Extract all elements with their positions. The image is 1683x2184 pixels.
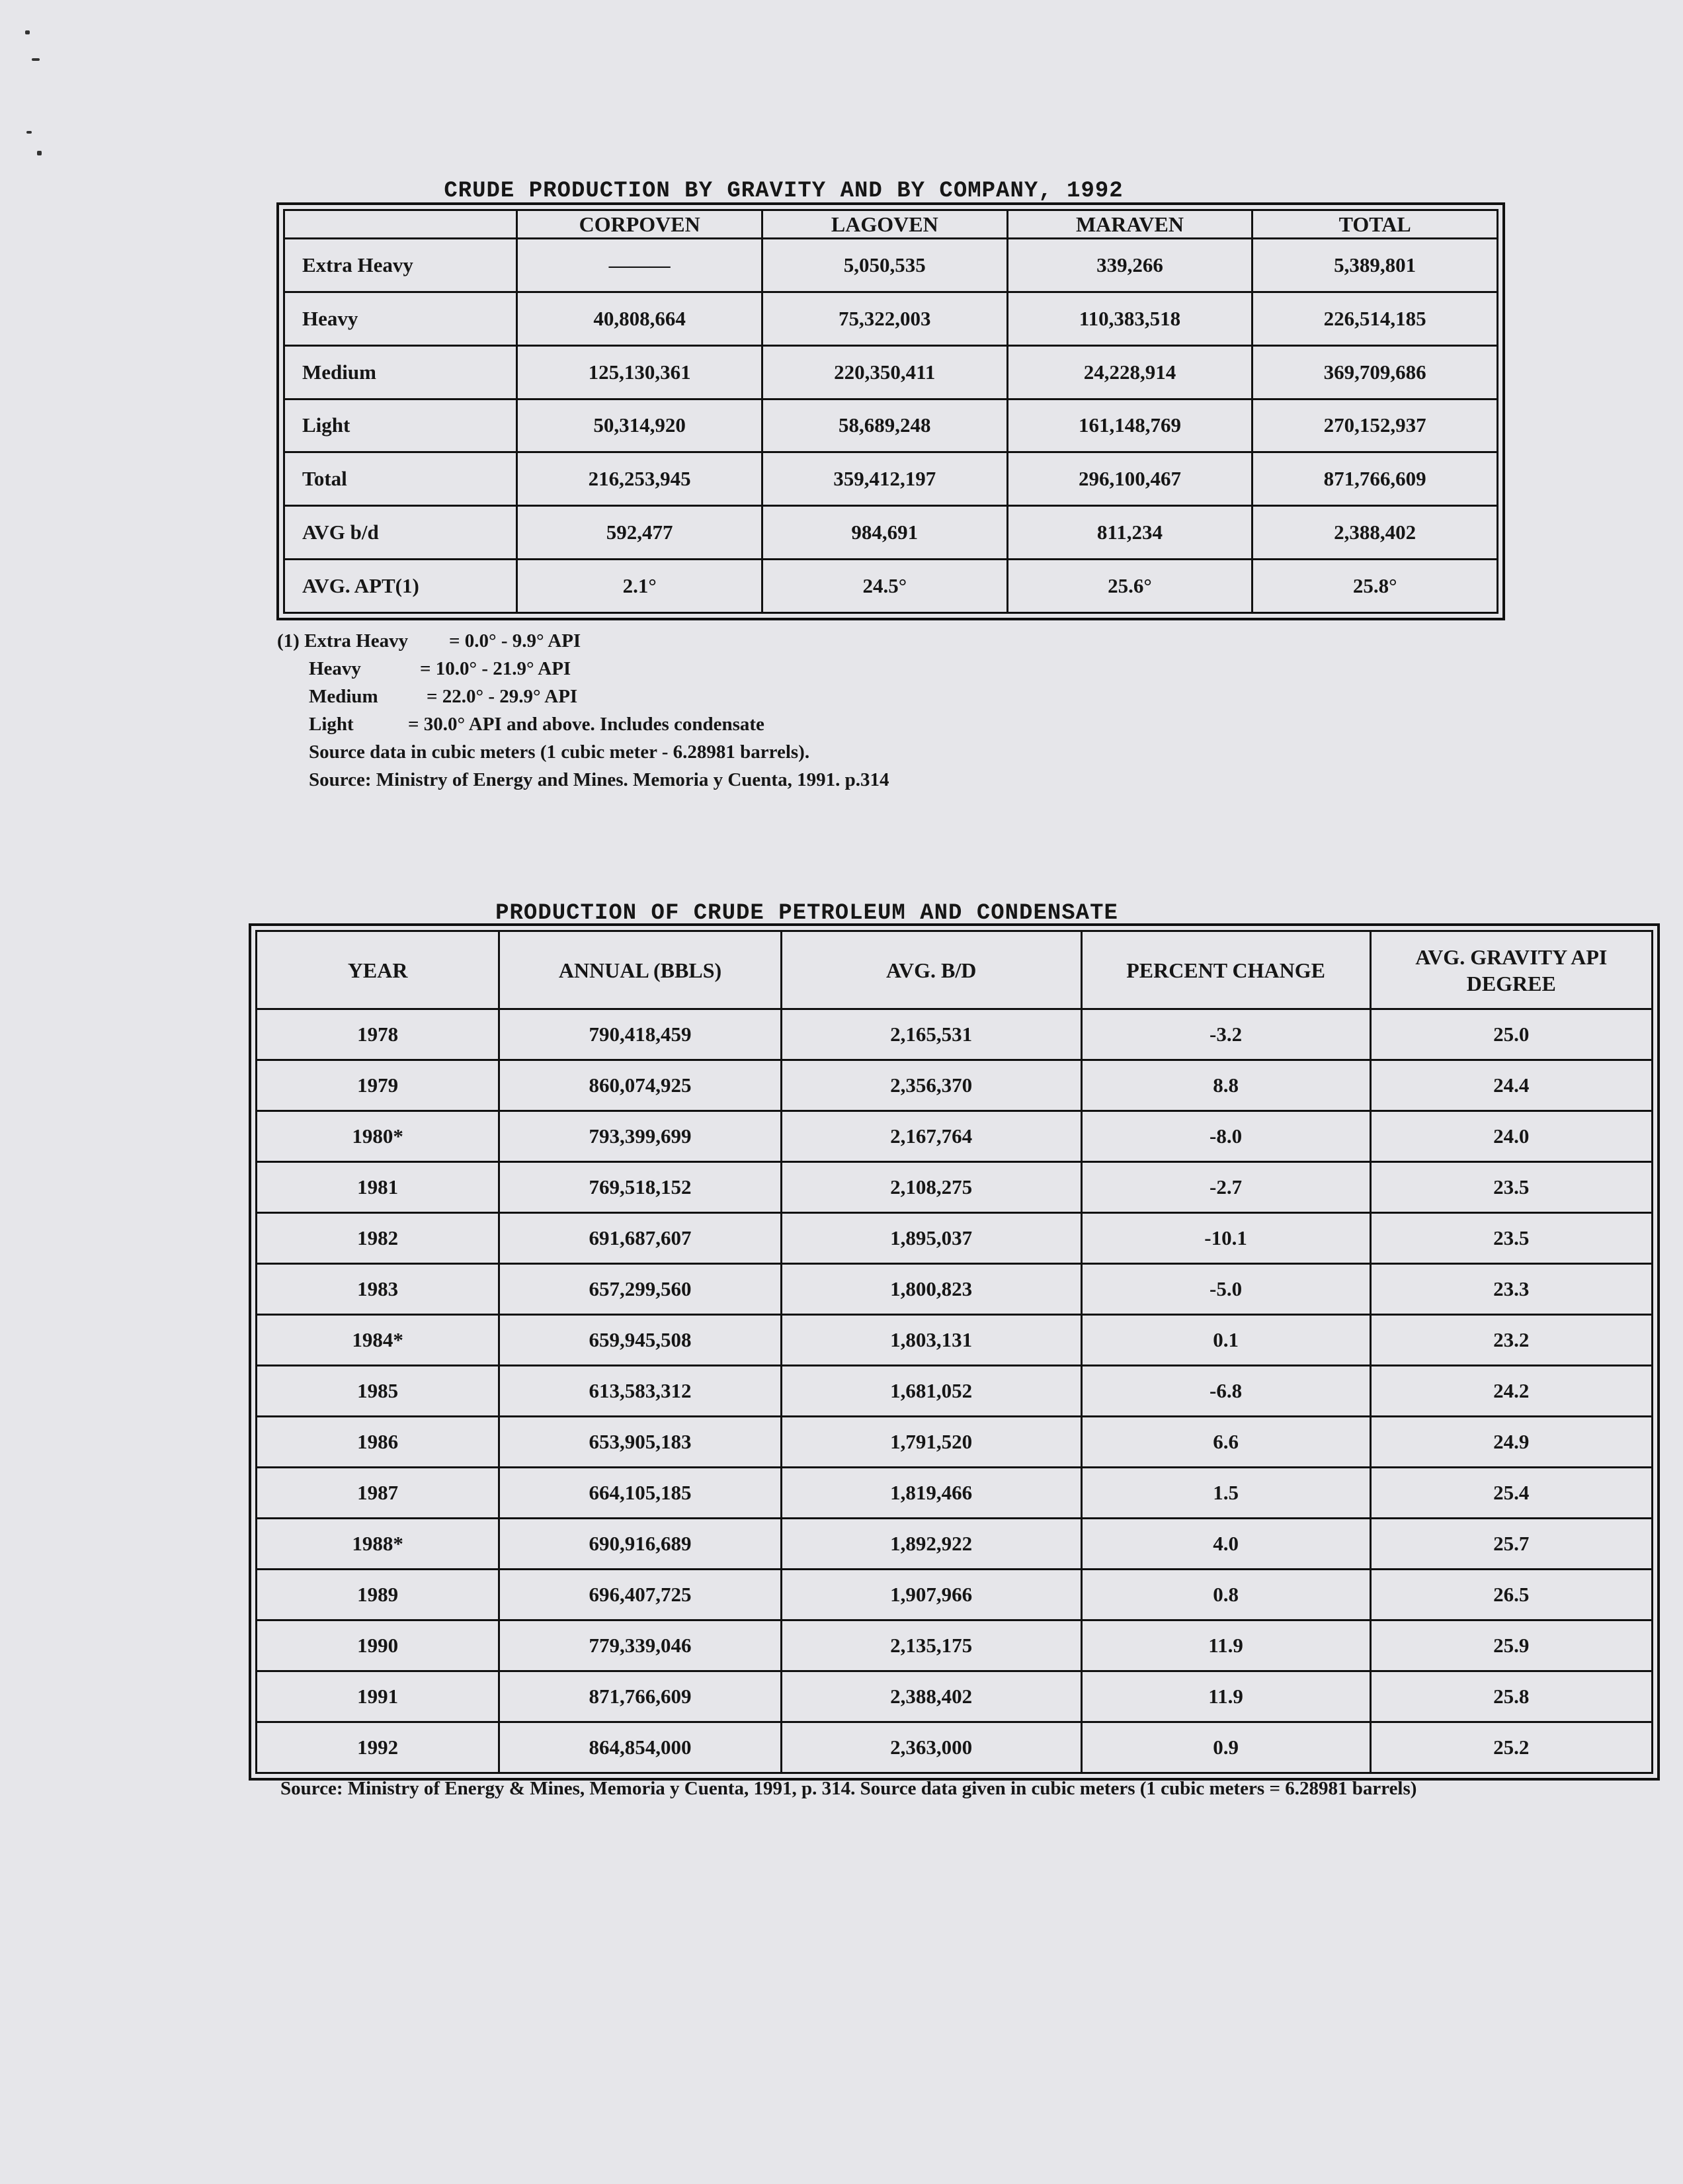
- annual-cell: 696,407,725: [499, 1570, 781, 1620]
- table-row: [257, 1519, 1653, 1570]
- avg-bd-cell: 1,892,922: [781, 1519, 1081, 1570]
- lagoven-cell: 5,050,535: [762, 239, 1007, 292]
- annual-cell: 659,945,508: [499, 1315, 781, 1366]
- gravity-cell: 23.5: [1370, 1162, 1652, 1213]
- gravity-company-table: [283, 209, 1498, 614]
- annual-cell: 871,766,609: [499, 1671, 781, 1722]
- corpoven-cell: 592,477: [517, 506, 762, 560]
- gravity-cell: 24.2: [1370, 1366, 1652, 1417]
- row-label: Light: [284, 399, 517, 452]
- production-table-frame: [249, 923, 1660, 1781]
- header-year: YEAR: [257, 931, 499, 1009]
- header-corpoven: CORPOVEN: [517, 210, 762, 239]
- annual-cell: 790,418,459: [499, 1009, 781, 1060]
- scan-speck: [25, 30, 30, 34]
- table-row: [257, 1162, 1653, 1213]
- lagoven-cell: 24.5°: [762, 560, 1007, 613]
- scan-speck: [26, 131, 32, 134]
- corpoven-cell: 216,253,945: [517, 452, 762, 506]
- annual-cell: 653,905,183: [499, 1417, 781, 1468]
- lagoven-cell: 75,322,003: [762, 292, 1007, 345]
- lagoven-cell: 984,691: [762, 506, 1007, 560]
- row-label: Extra Heavy: [284, 239, 517, 292]
- maraven-cell: 296,100,467: [1007, 452, 1252, 506]
- table-row: [257, 1417, 1653, 1468]
- table-row: [257, 1213, 1653, 1264]
- corpoven-cell: 125,130,361: [517, 345, 762, 399]
- total-cell: 369,709,686: [1252, 345, 1498, 399]
- table-header-row: [284, 210, 1498, 239]
- avg-bd-cell: 2,108,275: [781, 1162, 1081, 1213]
- maraven-cell: 811,234: [1007, 506, 1252, 560]
- gravity-cell: 25.8: [1370, 1671, 1652, 1722]
- total-cell: 25.8°: [1252, 560, 1498, 613]
- table-row: [284, 452, 1498, 506]
- total-cell: 226,514,185: [1252, 292, 1498, 345]
- header-total: TOTAL: [1252, 210, 1498, 239]
- table-row: [257, 1722, 1653, 1773]
- note-label: Medium: [309, 686, 378, 707]
- note-source-units-text: Source data in cubic meters (1 cubic meter - 6.28981 barrels).: [309, 741, 810, 763]
- maraven-cell: 339,266: [1007, 239, 1252, 292]
- year-cell: 1985: [257, 1366, 499, 1417]
- total-cell: 270,152,937: [1252, 399, 1498, 452]
- percent-change-cell: 6.6: [1081, 1417, 1370, 1468]
- table-row: [257, 1264, 1653, 1315]
- percent-change-cell: 11.9: [1081, 1671, 1370, 1722]
- gravity-company-table-body: [284, 239, 1498, 613]
- avg-bd-cell: 2,356,370: [781, 1060, 1081, 1111]
- scan-speck: [37, 151, 42, 155]
- gravity-cell: 25.0: [1370, 1009, 1652, 1060]
- percent-change-cell: 11.9: [1081, 1620, 1370, 1671]
- annual-cell: 860,074,925: [499, 1060, 781, 1111]
- production-table-body: [257, 1009, 1653, 1773]
- avg-bd-cell: 2,363,000: [781, 1722, 1081, 1773]
- header-percent-change: PERCENT CHANGE: [1081, 931, 1370, 1009]
- year-cell: 1990: [257, 1620, 499, 1671]
- year-cell: 1981: [257, 1162, 499, 1213]
- avg-bd-cell: 1,791,520: [781, 1417, 1081, 1468]
- row-label: Medium: [284, 345, 517, 399]
- avg-bd-cell: 1,800,823: [781, 1264, 1081, 1315]
- table-row: [257, 1671, 1653, 1722]
- header-avg-bd: AVG. B/D: [781, 931, 1081, 1009]
- maraven-cell: 24,228,914: [1007, 345, 1252, 399]
- note-label: Light: [309, 714, 354, 735]
- gravity-cell: 24.9: [1370, 1417, 1652, 1468]
- corpoven-cell: ———: [517, 239, 762, 292]
- year-cell: 1978: [257, 1009, 499, 1060]
- gravity-cell: 25.9: [1370, 1620, 1652, 1671]
- annual-cell: 779,339,046: [499, 1620, 781, 1671]
- avg-bd-cell: 1,681,052: [781, 1366, 1081, 1417]
- year-cell: 1991: [257, 1671, 499, 1722]
- table-row: [257, 1111, 1653, 1162]
- table-row: [257, 1315, 1653, 1366]
- gravity-cell: 26.5: [1370, 1570, 1652, 1620]
- maraven-cell: 110,383,518: [1007, 292, 1252, 345]
- avg-bd-cell: 2,167,764: [781, 1111, 1081, 1162]
- year-cell: 1983: [257, 1264, 499, 1315]
- year-cell: 1992: [257, 1722, 499, 1773]
- avg-bd-cell: 2,165,531: [781, 1009, 1081, 1060]
- percent-change-cell: -2.7: [1081, 1162, 1370, 1213]
- table1-title: CRUDE PRODUCTION BY GRAVITY AND BY COMPANY, 1992: [444, 179, 1124, 204]
- avg-bd-cell: 2,388,402: [781, 1671, 1081, 1722]
- year-cell: 1987: [257, 1468, 499, 1519]
- table-row: [284, 239, 1498, 292]
- header-blank: [284, 210, 517, 239]
- gravity-cell: 23.5: [1370, 1213, 1652, 1264]
- percent-change-cell: 4.0: [1081, 1519, 1370, 1570]
- table-row: [284, 292, 1498, 345]
- production-table: [255, 930, 1653, 1774]
- year-cell: 1988*: [257, 1519, 499, 1570]
- header-annual: ANNUAL (BBLS): [499, 931, 781, 1009]
- year-cell: 1989: [257, 1570, 499, 1620]
- annual-cell: 657,299,560: [499, 1264, 781, 1315]
- row-label: AVG. APT(1): [284, 560, 517, 613]
- total-cell: 2,388,402: [1252, 506, 1498, 560]
- percent-change-cell: -5.0: [1081, 1264, 1370, 1315]
- total-cell: 5,389,801: [1252, 239, 1498, 292]
- row-label: AVG b/d: [284, 506, 517, 560]
- table-row: [284, 399, 1498, 452]
- table-row: [257, 1620, 1653, 1671]
- percent-change-cell: -10.1: [1081, 1213, 1370, 1264]
- gravity-cell: 25.7: [1370, 1519, 1652, 1570]
- gravity-cell: 23.2: [1370, 1315, 1652, 1366]
- annual-cell: 769,518,152: [499, 1162, 781, 1213]
- annual-cell: 691,687,607: [499, 1213, 781, 1264]
- avg-bd-cell: 1,819,466: [781, 1468, 1081, 1519]
- percent-change-cell: -6.8: [1081, 1366, 1370, 1417]
- note-source-text: Source: Ministry of Energy and Mines. Memoria y Cuenta, 1991. p.314: [309, 769, 889, 790]
- gravity-cell: 25.4: [1370, 1468, 1652, 1519]
- table-row: [284, 506, 1498, 560]
- year-cell: 1979: [257, 1060, 499, 1111]
- lagoven-cell: 359,412,197: [762, 452, 1007, 506]
- note-label: Heavy: [309, 658, 361, 679]
- annual-cell: 690,916,689: [499, 1519, 781, 1570]
- total-cell: 871,766,609: [1252, 452, 1498, 506]
- year-cell: 1986: [257, 1417, 499, 1468]
- lagoven-cell: 220,350,411: [762, 345, 1007, 399]
- maraven-cell: 25.6°: [1007, 560, 1252, 613]
- note-value: = 0.0° - 9.9° API: [449, 630, 581, 651]
- percent-change-cell: -8.0: [1081, 1111, 1370, 1162]
- corpoven-cell: 2.1°: [517, 560, 762, 613]
- year-cell: 1980*: [257, 1111, 499, 1162]
- avg-bd-cell: 1,895,037: [781, 1213, 1081, 1264]
- table-row: [257, 1366, 1653, 1417]
- table-row: [284, 345, 1498, 399]
- gravity-cell: 25.2: [1370, 1722, 1652, 1773]
- table-header-row: [257, 931, 1653, 1009]
- row-label: Total: [284, 452, 517, 506]
- row-label: Heavy: [284, 292, 517, 345]
- table-row: [257, 1009, 1653, 1060]
- gravity-cell: 23.3: [1370, 1264, 1652, 1315]
- table2-title: PRODUCTION OF CRUDE PETROLEUM AND CONDENSATE: [495, 901, 1118, 926]
- header-lagoven: LAGOVEN: [762, 210, 1007, 239]
- annual-cell: 664,105,185: [499, 1468, 781, 1519]
- note-extra-heavy: [277, 627, 581, 655]
- gravity-company-table-frame: [276, 202, 1505, 620]
- percent-change-cell: 1.5: [1081, 1468, 1370, 1519]
- scan-speck: [32, 58, 40, 61]
- corpoven-cell: 50,314,920: [517, 399, 762, 452]
- lagoven-cell: 58,689,248: [762, 399, 1007, 452]
- annual-cell: 864,854,000: [499, 1722, 781, 1773]
- table-row: [257, 1570, 1653, 1620]
- header-maraven: MARAVEN: [1007, 210, 1252, 239]
- production-source: Source: Ministry of Energy & Mines, Memoria y Cuenta, 1991, p. 314. Source data given in cubic meters (1 cubic meters = 6.28981 barrels): [280, 1778, 1417, 1799]
- avg-bd-cell: 1,907,966: [781, 1570, 1081, 1620]
- annual-cell: 793,399,699: [499, 1111, 781, 1162]
- gravity-cell: 24.4: [1370, 1060, 1652, 1111]
- table-row: [257, 1468, 1653, 1519]
- header-avg-gravity: AVG. GRAVITY API DEGREE: [1370, 931, 1652, 1009]
- gravity-notes: [277, 627, 889, 794]
- table-row: [284, 560, 1498, 613]
- maraven-cell: 161,148,769: [1007, 399, 1252, 452]
- annual-cell: 613,583,312: [499, 1366, 781, 1417]
- note-label: (1) Extra Heavy: [277, 630, 409, 651]
- year-cell: 1984*: [257, 1315, 499, 1366]
- avg-bd-cell: 1,803,131: [781, 1315, 1081, 1366]
- note-value: = 10.0° - 21.9° API: [420, 658, 571, 679]
- corpoven-cell: 40,808,664: [517, 292, 762, 345]
- note-value: = 30.0° API and above. Includes condensate: [408, 714, 764, 735]
- gravity-cell: 24.0: [1370, 1111, 1652, 1162]
- percent-change-cell: -3.2: [1081, 1009, 1370, 1060]
- year-cell: 1982: [257, 1213, 499, 1264]
- percent-change-cell: 0.9: [1081, 1722, 1370, 1773]
- avg-bd-cell: 2,135,175: [781, 1620, 1081, 1671]
- percent-change-cell: 0.1: [1081, 1315, 1370, 1366]
- percent-change-cell: 8.8: [1081, 1060, 1370, 1111]
- percent-change-cell: 0.8: [1081, 1570, 1370, 1620]
- table-row: [257, 1060, 1653, 1111]
- note-value: = 22.0° - 29.9° API: [427, 686, 578, 707]
